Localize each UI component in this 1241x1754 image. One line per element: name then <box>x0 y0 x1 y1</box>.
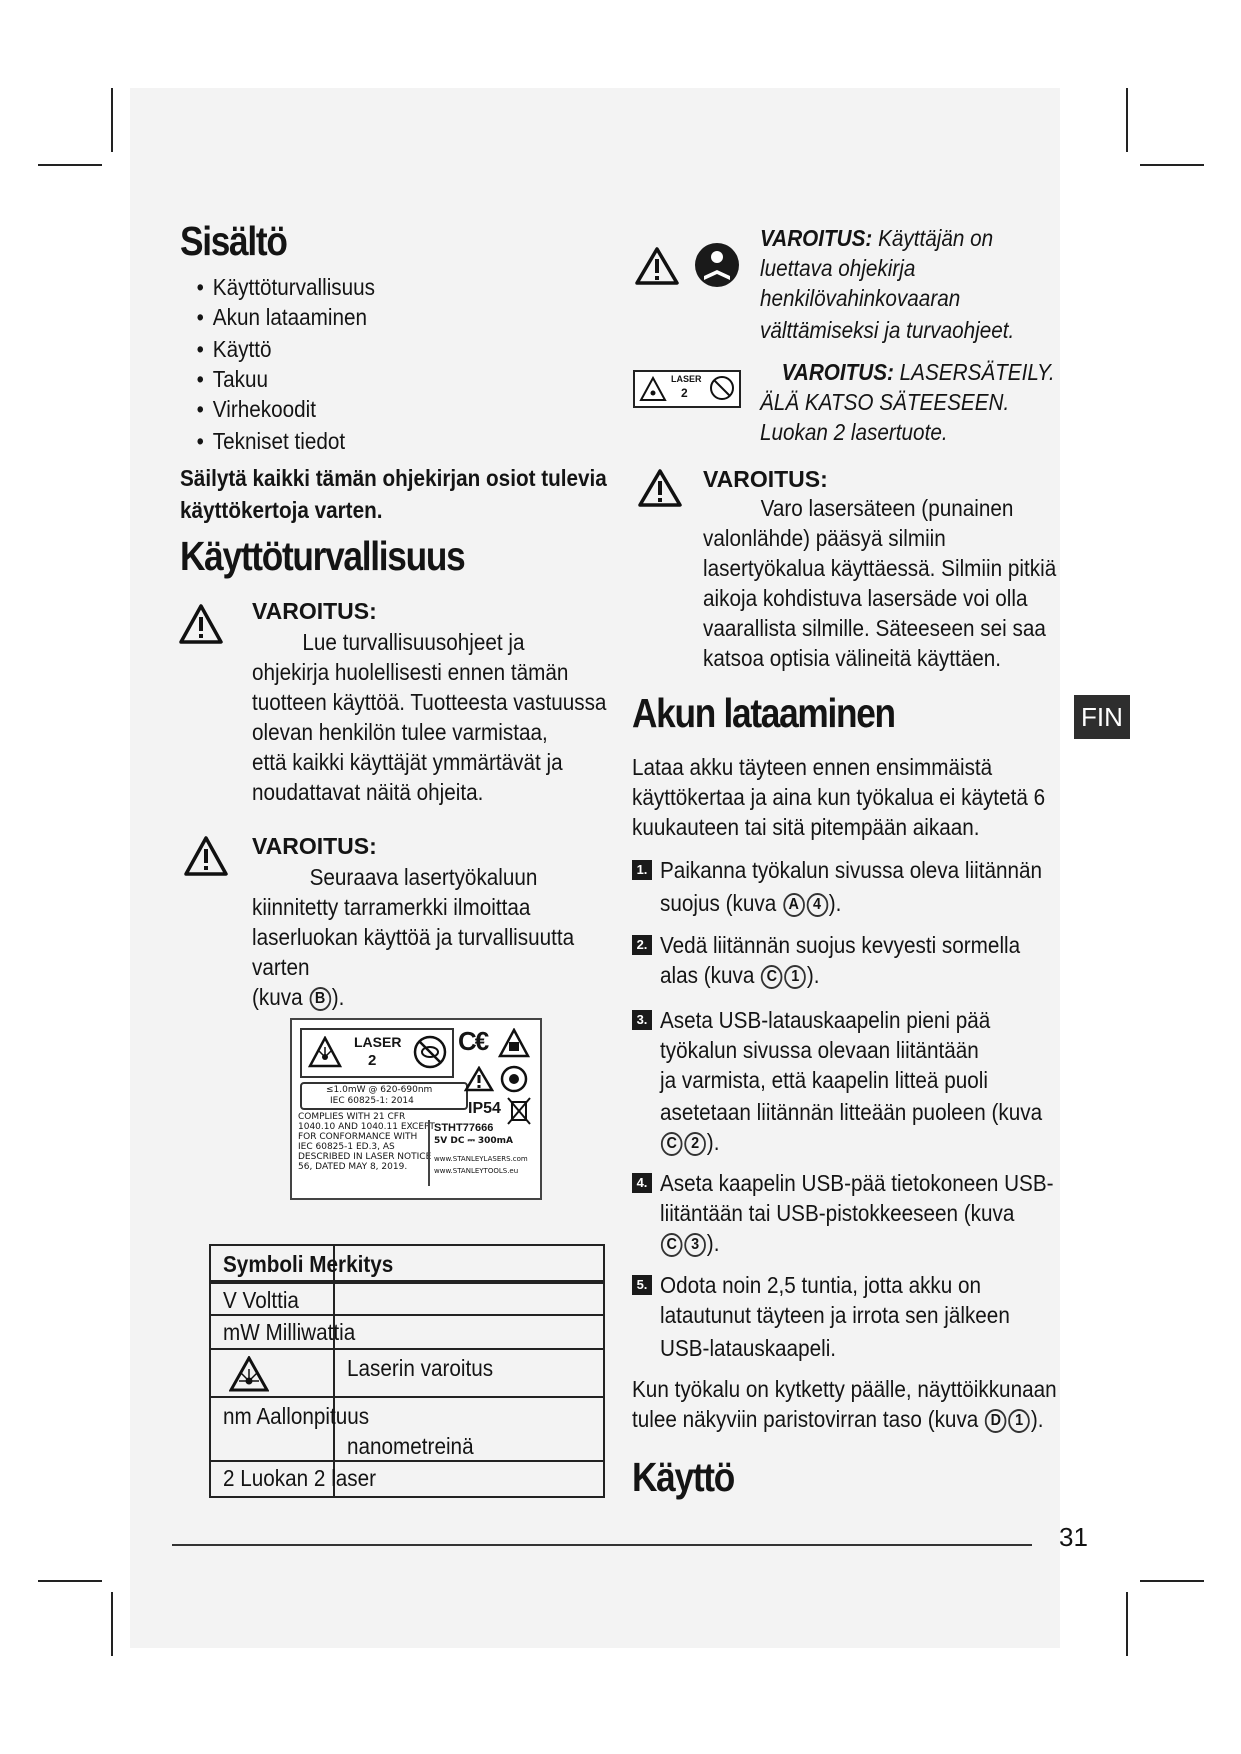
charging-step <box>660 930 1020 990</box>
contents-item: • Takuu <box>193 364 375 394</box>
table-row <box>211 1284 603 1316</box>
step-line: suojus (kuva A 4 ). <box>660 890 842 916</box>
safety-warning-1 <box>252 598 646 807</box>
table-cell: Laserin varoitus <box>347 1355 494 1381</box>
table-cell: nm Aallonpituus <box>223 1403 370 1429</box>
figure-ref-badge: C <box>661 1233 683 1257</box>
step-line: USB-latauskaapeli. <box>660 1335 837 1361</box>
laser-class-box <box>300 1028 454 1078</box>
ip-rating: IP54 <box>468 1100 501 1117</box>
table-header-row <box>211 1246 603 1284</box>
warning-triangle-icon <box>637 468 683 508</box>
step-line: alas (kuva C 1 ). <box>660 962 820 988</box>
warning-line: vaarallista silmille. Säteeseen sei saa <box>703 615 1046 641</box>
compliance-text <box>298 1112 435 1172</box>
safety-warning-2 <box>252 833 610 1012</box>
warning-line <box>760 357 1055 387</box>
warning-triangle-icon <box>464 1066 494 1092</box>
intro-line: kuukauteen tai sitä pitempään aikaan. <box>632 814 980 840</box>
table-cell: V Volttia <box>223 1287 299 1313</box>
step-line: C 2 ). <box>660 1127 1042 1157</box>
table-header: Symboli Merkitys <box>223 1251 394 1277</box>
charging-step <box>660 1005 1042 1157</box>
figure-ref-badge: 4 <box>806 893 828 917</box>
power-spec-box <box>300 1082 468 1110</box>
crop-mark <box>1140 1580 1204 1582</box>
warning-line: Varo lasersäteen (punainen <box>760 495 1014 521</box>
warning-line: kiinnitetty tarramerkki ilmoittaa <box>252 894 531 920</box>
charging-title: Akun lataaminen <box>632 690 895 736</box>
figure-reference <box>252 982 574 1012</box>
warning-title: VAROITUS: <box>252 833 377 859</box>
ce-mark: C€ <box>458 1026 488 1056</box>
charging-step <box>660 1270 1010 1363</box>
warning-line: Seuraava lasertyökaluun <box>309 864 538 890</box>
warning-line: ÄLÄ KATSO SÄTEESEEN. <box>760 389 1010 415</box>
compliance-line: DESCRIBED IN LASER NOTICE <box>298 1152 432 1162</box>
laser-warning-icon <box>229 1356 269 1392</box>
warning-line: että kaikki käyttäjät ymmärtävät ja <box>252 749 563 775</box>
figure-ref-badge: 1 <box>1008 1409 1030 1433</box>
eye-warning <box>703 466 1095 673</box>
no-stare-icon <box>412 1034 448 1070</box>
power-line: ≤1.0mW @ 620-690nm <box>326 1085 433 1095</box>
table-cell: mW Milliwattia <box>223 1319 356 1345</box>
step-line-text: suojus (kuva <box>660 890 777 916</box>
compliance-line: 1040.10 AND 1040.11 EXCEPT <box>298 1122 435 1132</box>
keep-note-line: Säilytä kaikki tämän ohjekirjan osiot tulevia <box>180 465 607 491</box>
intro-line: Lataa akku täyteen ennen ensimmäistä <box>632 754 993 780</box>
warning-line: noudattavat näitä ohjeita. <box>252 779 484 805</box>
step-line: asetetaan liitännän litteään puoleen (kuva <box>660 1099 1043 1125</box>
step-number-badge: 3. <box>632 1010 652 1030</box>
figure-ref-badge: D <box>985 1409 1007 1433</box>
laser-word: LASER <box>354 1034 402 1050</box>
step-line: Aseta USB-latauskaapelin pieni pää <box>660 1007 991 1033</box>
warning-line: luettava ohjekirja <box>760 255 916 281</box>
charging-step <box>660 855 1042 918</box>
keep-note <box>180 463 607 525</box>
warning-line: Luokan 2 lasertuote. <box>760 419 948 445</box>
warning-text <box>703 493 1056 673</box>
step-line: latautunut täyteen ja irrota sen jälkeen <box>660 1302 1010 1328</box>
page-number: 31 <box>1059 1522 1088 1552</box>
step-line: työkalun sivussa olevaan liitäntään <box>660 1037 979 1063</box>
warning-title: VAROITUS: <box>252 598 377 624</box>
outro-line: Kun työkalu on kytketty päälle, näyttöikkunaan <box>632 1376 1057 1402</box>
warning-line: valonlähde) pääsyä silmiin <box>703 525 946 551</box>
website: www.STANLEYTOOLS.eu <box>434 1167 519 1175</box>
contents-item: • Tekniset tiedot <box>193 426 375 456</box>
model-box <box>428 1120 536 1186</box>
warning-line: välttämiseksi ja turvaohjeet. <box>760 317 1015 343</box>
laser-hazard-icon <box>308 1036 342 1068</box>
step-number-badge: 2. <box>632 935 652 955</box>
warning-line <box>760 223 1014 253</box>
warning-line: henkilövahinkovaaran <box>760 285 961 311</box>
model-number: STHT77666 <box>434 1122 494 1134</box>
crop-mark <box>38 1580 102 1582</box>
warning-line: ohjekirja huolellisesti ennen tämän <box>252 659 569 685</box>
warning-line: Lue turvallisuusohjeet ja <box>302 629 525 655</box>
crop-mark <box>111 1592 113 1656</box>
charging-intro <box>632 752 1045 842</box>
table-row <box>211 1462 603 1494</box>
laser-hazard-icon <box>639 376 667 402</box>
warning-line: tuotteen käyttöä. Tuotteesta vastuussa <box>252 689 607 715</box>
crop-mark <box>1126 1592 1128 1656</box>
warning-title: VAROITUS: <box>703 466 828 492</box>
warning-line: olevan henkilön tulee varmistaa, <box>252 719 548 745</box>
compliance-line: COMPLIES WITH 21 CFR <box>298 1112 406 1122</box>
manual-warning <box>760 223 1014 345</box>
charging-step <box>660 1168 1054 1258</box>
iec-line: IEC 60825-1: 2014 <box>330 1096 414 1106</box>
laser-class: 2 <box>368 1052 377 1069</box>
step-line: Aseta kaapelin USB-pää tietokoneen USB- <box>660 1170 1054 1196</box>
table-row <box>211 1316 603 1350</box>
crop-mark <box>38 164 102 166</box>
contents-list <box>193 272 395 456</box>
warning-line-text: LASERSÄTEILY. <box>899 359 1055 385</box>
figure-ref-badge: C <box>661 1132 683 1156</box>
outro-line-text: tulee näkyviin paristovirran taso (kuva <box>632 1406 979 1432</box>
figure-ref-badge: A <box>783 893 805 917</box>
keep-note-line: käyttökertoja varten. <box>180 497 383 523</box>
laser-class: 2 <box>681 386 688 400</box>
figure-ref-badge: B <box>309 987 331 1011</box>
warning-line: aikoja kohdistuva lasersäde voi olla <box>703 585 1028 611</box>
warning-line: laserluokan käyttöä ja turvallisuutta <box>252 924 575 950</box>
contents-section <box>180 218 304 265</box>
footer-rule <box>172 1544 1032 1546</box>
warning-line: katsoa optisia välineitä käyttäen. <box>703 645 1002 671</box>
read-manual-icon <box>694 242 740 288</box>
contents-item: • Käyttö <box>193 334 375 364</box>
warning-line: varten <box>252 954 310 980</box>
step-number-badge: 4. <box>632 1173 652 1193</box>
step-number-badge: 1. <box>632 860 652 880</box>
warning-title: VAROITUS: <box>760 225 873 251</box>
ref-prefix: (kuva <box>252 984 309 1010</box>
figure-ref-badge: C <box>761 965 783 989</box>
website: www.STANLEYLASERS.com <box>434 1155 528 1163</box>
recycle-icon <box>498 1064 530 1094</box>
step-line: Paikanna työkalun sivussa oleva liitännän <box>660 857 1043 883</box>
laser-class-mini-label <box>633 370 741 408</box>
manual-read-icon <box>498 1028 530 1058</box>
crop-mark <box>111 88 113 152</box>
step-line: Vedä liitännän suojus kevyesti sormella <box>660 932 1021 958</box>
compliance-line: 56, DATED MAY 8, 2019. <box>298 1162 408 1172</box>
contents-item: • Akun lataaminen <box>193 302 375 332</box>
intro-line: käyttökertaa ja aina kun työkalua ei käytetä 6 <box>632 784 1046 810</box>
table-row <box>211 1350 603 1398</box>
symbol-table <box>209 1244 605 1498</box>
laser-word: LASER <box>671 374 702 384</box>
warning-line: lasertyökalua käyttäessä. Silmiin pitkiä <box>703 555 1057 581</box>
step-line: liitäntään tai USB-pistokkeeseen (kuva <box>660 1200 1015 1226</box>
warning-text <box>252 627 606 807</box>
step-number-badge: 5. <box>632 1275 652 1295</box>
no-stare-icon <box>709 375 735 401</box>
laser-warning <box>760 357 1055 447</box>
laser-product-label <box>290 1018 542 1200</box>
table-row <box>211 1398 603 1462</box>
warning-text <box>252 862 574 1012</box>
contents-title: Sisältö <box>180 218 287 264</box>
figure-ref-badge: 1 <box>784 965 806 989</box>
outro-line: tulee näkyviin paristovirran taso (kuva D 1 ). <box>632 1406 1044 1432</box>
step-line: ja varmista, että kaapelin litteä puoli <box>660 1067 988 1093</box>
power-input: 5V DC ⎓ 300mA <box>434 1136 514 1146</box>
safety-title: Käyttöturvallisuus <box>180 533 465 579</box>
crop-mark <box>1126 88 1128 152</box>
table-cell: nanometreinä <box>347 1433 474 1459</box>
table-cell: 2 Luokan 2 laser <box>223 1465 377 1491</box>
contents-item: • Käyttöturvallisuus <box>193 272 375 302</box>
ref-suffix: ). <box>331 984 345 1010</box>
warning-line-text: Käyttäjän on <box>878 225 994 251</box>
warning-title: VAROITUS: <box>781 359 894 385</box>
step-line-text: alas (kuva <box>660 962 755 988</box>
contents-item: • Virhekoodit <box>193 394 375 424</box>
figure-ref-badge: 3 <box>684 1233 706 1257</box>
step-line: C 3 ). <box>660 1228 1054 1258</box>
crop-mark <box>1140 164 1204 166</box>
warning-triangle-icon <box>634 246 680 286</box>
warning-triangle-icon <box>178 603 224 645</box>
figure-ref-badge: 2 <box>684 1132 706 1156</box>
language-tab: FIN <box>1074 695 1130 739</box>
charging-outro <box>632 1374 1057 1434</box>
step-line: Odota noin 2,5 tuntia, jotta akku on <box>660 1272 982 1298</box>
compliance-line: FOR CONFORMANCE WITH <box>298 1132 418 1142</box>
usage-title: Käyttö <box>632 1454 734 1500</box>
warning-triangle-icon <box>183 835 229 877</box>
compliance-line: IEC 60825-1 ED.3, AS <box>298 1142 395 1152</box>
